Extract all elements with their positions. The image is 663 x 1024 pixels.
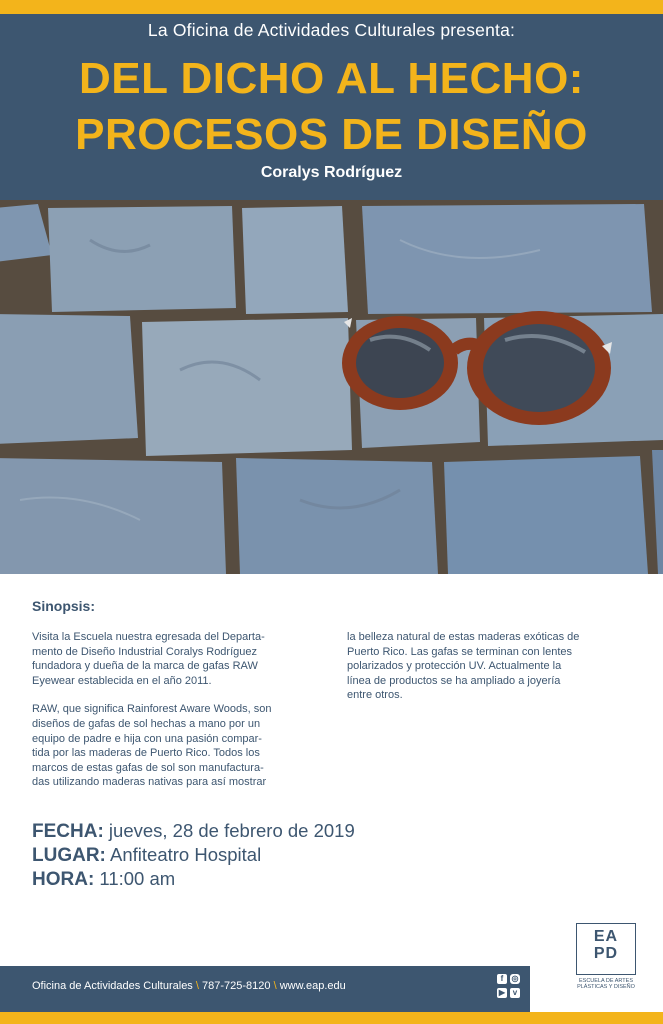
logo-line-1: EA	[593, 928, 619, 945]
bottom-accent-bar	[0, 1012, 663, 1024]
sinopsis-paragraph: la belleza natural de estas maderas exóticas de Puerto Rico. Las gafas se terminan con lentes polarizados y protección UV. Actualmente la línea de productos se ha ampliado a joyería entre otros.	[347, 631, 580, 702]
facebook-icon[interactable]: f	[497, 974, 507, 984]
sinopsis-heading: Sinopsis:	[32, 598, 96, 614]
presents-line: La Oficina de Actividades Culturales presenta:	[147, 20, 516, 40]
footer-web[interactable]: www.eap.edu	[279, 980, 346, 992]
sinopsis-column-2	[347, 630, 637, 717]
lugar-label: LUGAR:	[32, 845, 106, 866]
footer-office: Oficina de Actividades Culturales	[32, 980, 193, 992]
sinopsis-paragraph: RAW, que significa Rainforest Aware Woods, son diseños de gafas de sol hechas a mano por un equipo de padre e hija con una pasión compar- tida por las maderas de Puerto Rico. Todos los marcos de estas gafas de sol son manufactura- das utilizando maderas nativas para así mostrar	[32, 703, 272, 789]
footer-phone[interactable]: 787-725-8120	[202, 980, 271, 992]
logo-letters	[577, 928, 635, 962]
hora-row	[32, 868, 175, 891]
vimeo-icon[interactable]: v	[510, 988, 520, 998]
lugar-value: Anfiteatro Hospital	[110, 844, 262, 865]
fecha-value: jueves, 28 de febrero de 2019	[108, 820, 355, 841]
logo-caption	[574, 978, 638, 990]
title-line-2: PROCESOS DE DISEÑO	[75, 110, 588, 159]
eapd-logo	[576, 923, 636, 975]
hora-label: HORA:	[32, 869, 95, 890]
author-name: Coralys Rodríguez	[260, 164, 403, 181]
logo-caption-line-2: PLÁSTICAS Y DISEÑO	[577, 984, 635, 990]
footer-separator: \	[195, 980, 202, 992]
social-icons	[496, 972, 522, 1004]
logo-caption-line-1: ESCUELA DE ARTES	[578, 978, 633, 984]
fecha-row	[32, 820, 355, 843]
hora-value: 11:00 am	[99, 868, 176, 889]
sinopsis-column-1	[32, 630, 320, 804]
instagram-icon[interactable]: ◎	[511, 974, 519, 983]
fecha-label: FECHA:	[32, 821, 104, 842]
sunglasses-photo-illustration	[0, 200, 663, 574]
title-line-1: DEL DICHO AL HECHO:	[79, 54, 584, 103]
hero-photo	[0, 200, 663, 574]
footer-text	[32, 980, 346, 992]
top-accent-bar	[0, 0, 663, 14]
footer-separator: \	[273, 980, 280, 992]
sinopsis-paragraph: Visita la Escuela nuestra egresada del Departa- mento de Diseño Industrial Coralys Rodríguez fundadora y dueña de la marca de gafas RAW Eyewear establecida en el año 2011.	[32, 631, 265, 687]
lugar-row	[32, 844, 261, 867]
logo-line-2: PD	[593, 945, 619, 962]
youtube-icon[interactable]: ▶	[498, 988, 506, 997]
